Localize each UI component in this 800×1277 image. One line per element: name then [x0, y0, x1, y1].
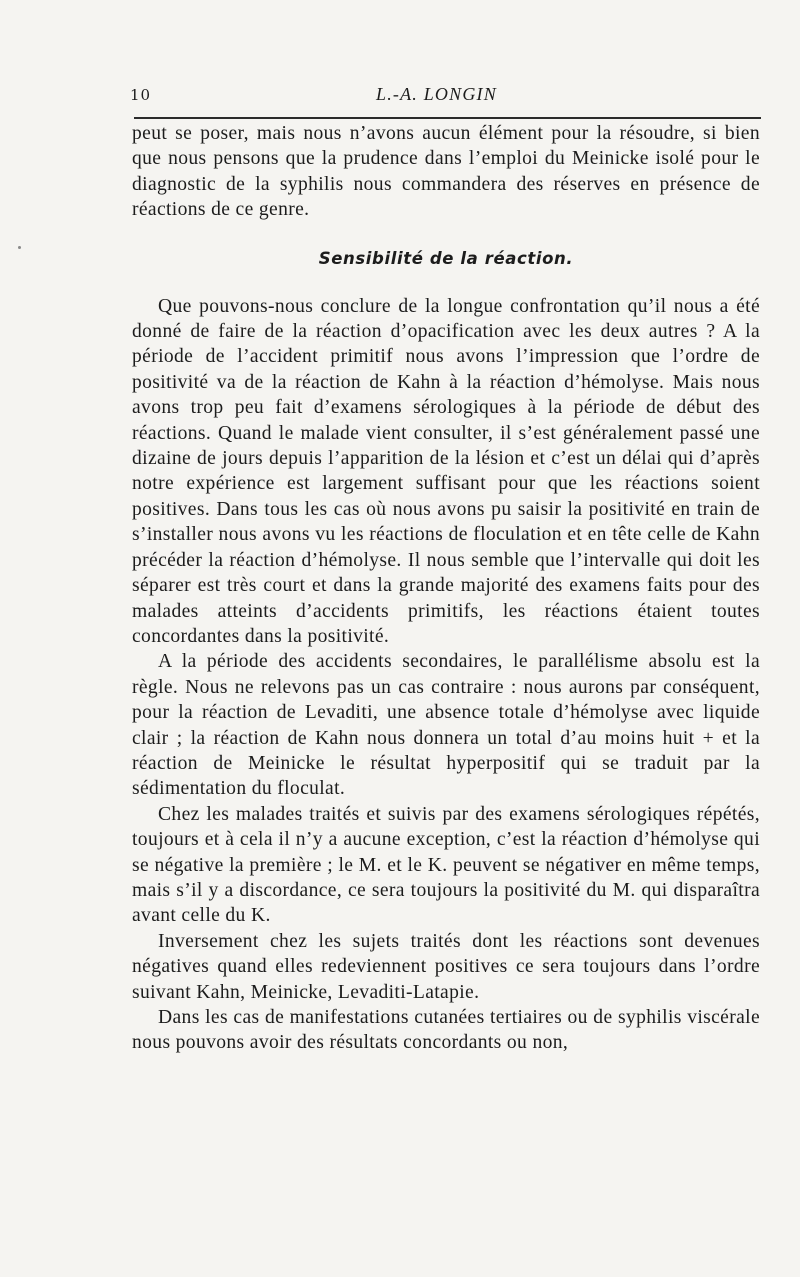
paper-speck	[18, 246, 21, 249]
paragraph: Inversement chez les sujets traités dont les réactions sont devenues négatives quand elles redeviennent positives ce sera toujours dans l’ordre suivant Kahn, Meinicke, Levaditi-Latapie.	[132, 930, 760, 1003]
page-header	[130, 86, 760, 110]
body-text	[132, 121, 760, 1056]
header-rule	[134, 117, 761, 119]
paragraph: Que pouvons-nous conclure de la longue confrontation qu’il nous a été donné de faire de la réaction d’opacification avec les deux autres ? A la période de l’accident primitif nous avons l’impression que l’ordre de positivité va de la réaction de Kahn à la réaction d’hémolyse. Mais nous avons trop peu fait d’examens sérologiques à la période de début des réactions. Quand le malade vient consulter, il s’est généralement passé une dizaine de jours depuis l’apparition de la lésion et c’est un délai qui d’après notre expérience est largement suffisant pour que les réactions soient positives. Dans tous les cas où nous avons pu saisir la positivité en train de s’installer nous avons vu les réactions de floculation et en tête celle de Kahn précéder la réaction d’hémolyse. Il nous semble que l’intervalle qui doit les séparer est très court et dans la grande majorité des examens faits pour des malades atteints d’accidents primitifs, les réactions étaient toutes concordantes dans la positivité.	[132, 295, 760, 647]
section-title: Sensibilité de la réaction.	[318, 248, 574, 268]
paragraph-continuation: peut se poser, mais nous n’avons aucun élément pour la résoudre, si bien que nous pensons que la prudence dans l’emploi du Meinicke isolé pour le diagnostic de la syphilis nous commandera des réserves en présence de réactions de ce genre.	[132, 123, 760, 221]
running-head: L.-A. LONGIN	[376, 84, 497, 104]
paragraph: Chez les malades traités et suivis par des examens sérologiques répétés, toujours et à cela il n’y a aucune exception, c’est la réaction d’hémolyse qui se négative la première ; le M. et le K. peuvent se négativer en même temps, mais s’il y a discordance, ce sera toujours la positivité du M. qui disparaîtra avant celle du K.	[132, 803, 760, 927]
paragraph: Dans les cas de manifestations cutanées tertiaires ou de syphilis viscérale nous pouvons avoir des résultats concordants ou non,	[132, 1007, 760, 1054]
paragraph: A la période des accidents secondaires, le parallélisme absolu est la règle. Nous ne relevons pas un cas contraire : nous aurons par conséquent, pour la réaction de Levaditi, une absence totale d’hémolyse avec liquide clair ; la réaction de Kahn nous donnera un total d’au moins huit + et la réaction de Meinicke le résultat hyperpositif qui se traduit par la sédimentation du floculat.	[132, 651, 760, 800]
page-number: 10	[130, 86, 152, 104]
